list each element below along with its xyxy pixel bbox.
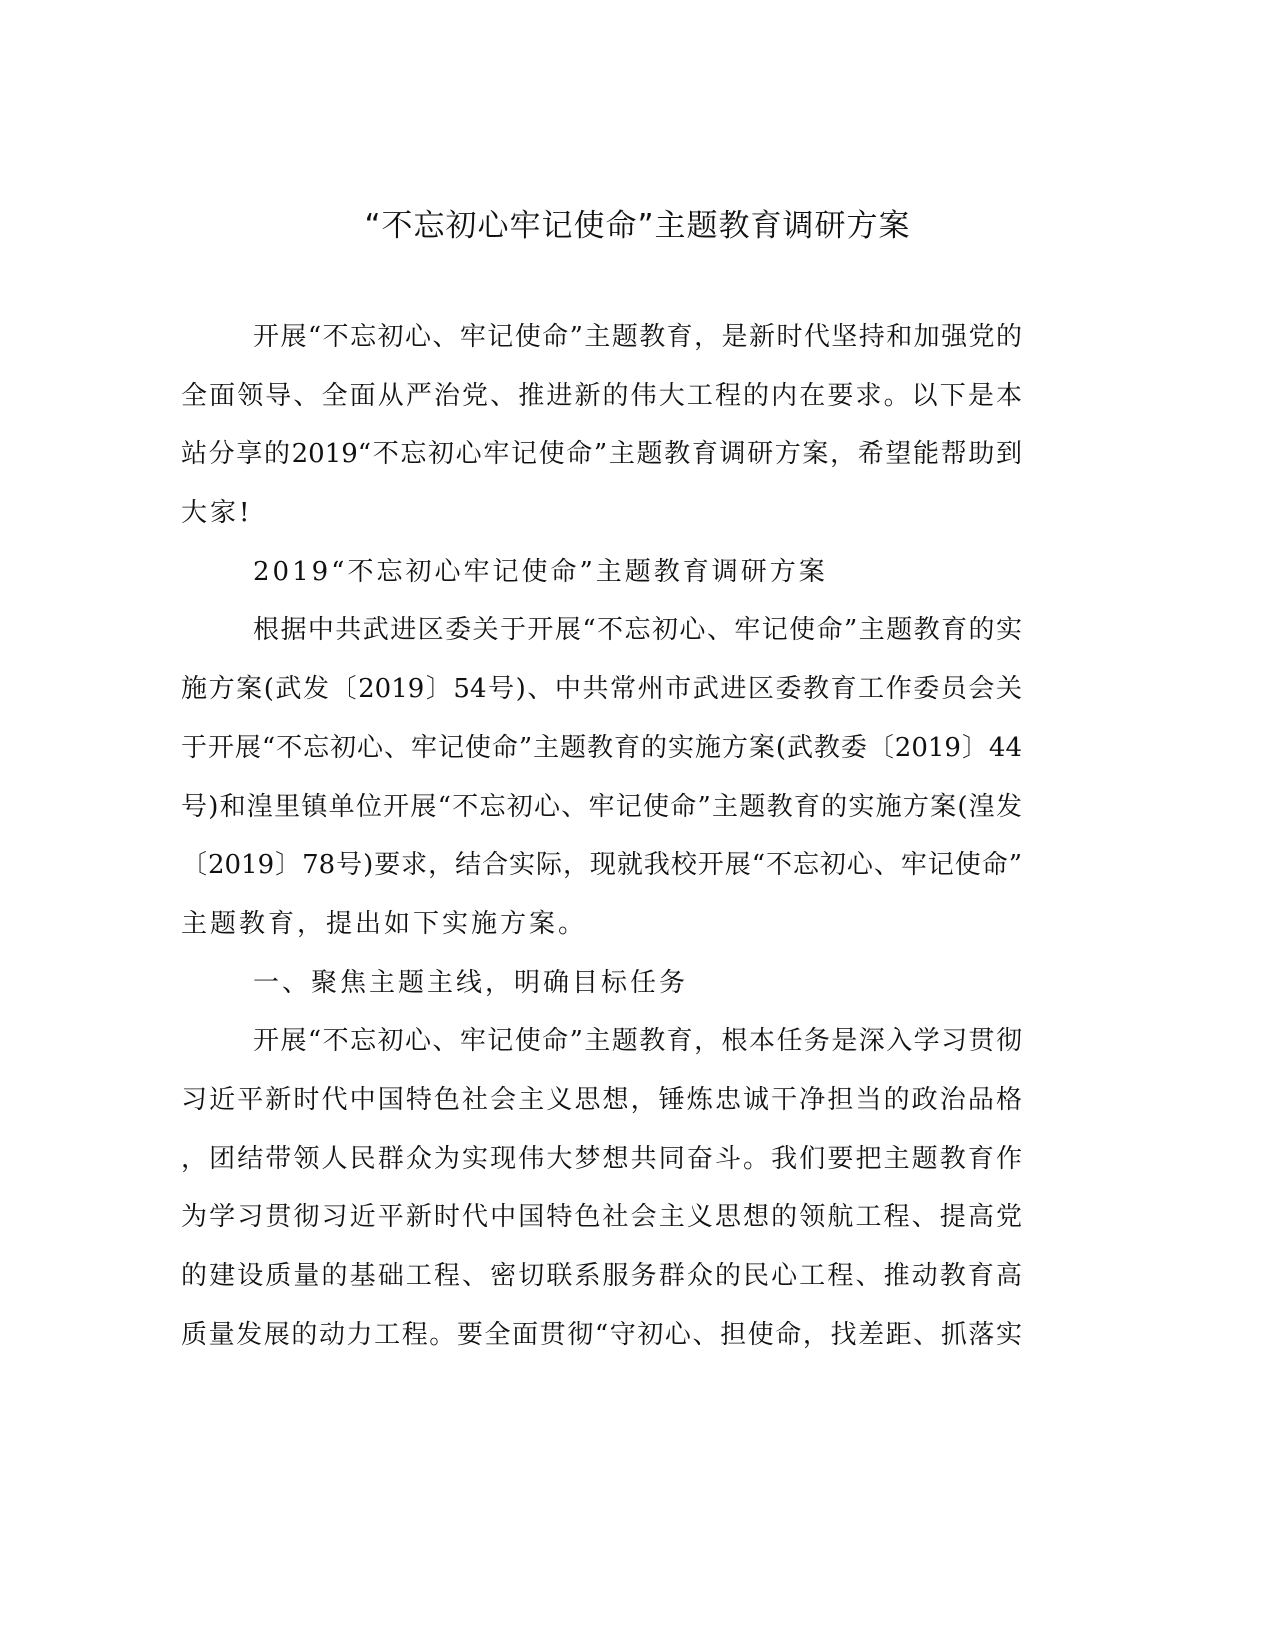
document-body [181, 312, 1022, 1368]
text-line: 开展“不忘初心、牢记使命”主题教育，根本任务是深入学习贯彻 [253, 1026, 1022, 1057]
text-line: 的建设质量的基础工程、密切联系服务群众的民心工程、推动教育高 [181, 1261, 1022, 1291]
paragraph [181, 605, 1022, 957]
text-line: 为学习贯彻习近平新时代中国特色社会主义思想的领航工程、提高党 [181, 1202, 1022, 1233]
text-line: 根据中共武进区委关于开展“不忘初心、牢记使命”主题教育的实 [253, 615, 1022, 646]
text-line: 习近平新时代中国特色社会主义思想，锤炼忠诚干净担当的政治品格 [181, 1084, 1022, 1115]
paragraph [181, 1016, 1022, 1368]
text-line: 主题教育，提出如下实施方案。 [181, 908, 588, 939]
document-title: “不忘初心牢记使命”主题教育调研方案 [364, 208, 911, 244]
text-line: ，团结带领人民群众为实现伟大梦想共同奋斗。我们要把主题教育作 [181, 1143, 1022, 1174]
paragraph [181, 312, 1022, 547]
text-line: 2019“不忘初心牢记使命”主题教育调研方案 [253, 556, 828, 587]
text-line: 全面领导、全面从严治党、推进新的伟大工程的内在要求。以下是本 [181, 380, 1022, 411]
paragraph [181, 547, 1022, 606]
paragraph [181, 958, 1022, 1017]
text-line: 质量发展的动力工程。要全面贯彻“守初心、担使命，找差距、抓落实 [181, 1319, 1022, 1350]
text-line: 〔2019〕78号)要求，结合实际，现就我校开展“不忘初心、牢记使命” [181, 850, 1022, 881]
text-line: 施方案(武发〔2019〕54号)、中共常州市武进区委教育工作委员会关 [181, 674, 1022, 705]
text-line: 一、聚焦主题主线，明确目标任务 [253, 967, 689, 998]
text-line: 大家! [181, 498, 253, 529]
text-line: 号)和湟里镇单位开展“不忘初心、牢记使命”主题教育的实施方案(湟发 [181, 791, 1022, 822]
text-line: 于开展“不忘初心、牢记使命”主题教育的实施方案(武教委〔2019〕44 [181, 732, 1022, 763]
text-line: 站分享的2019“不忘初心牢记使命”主题教育调研方案，希望能帮助到 [181, 439, 1022, 470]
text-line: 开展“不忘初心、牢记使命”主题教育，是新时代坚持和加强党的 [253, 322, 1022, 352]
